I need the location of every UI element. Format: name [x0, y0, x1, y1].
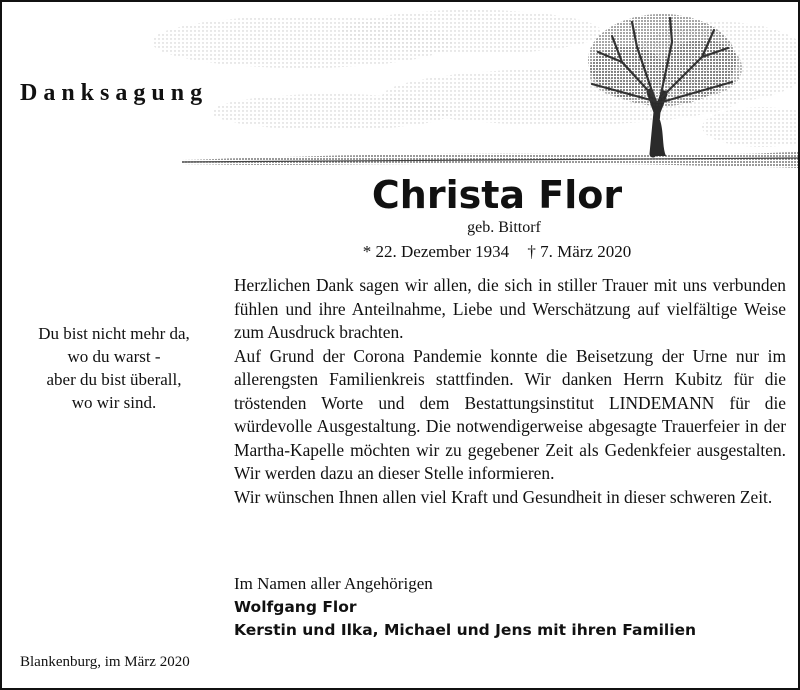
- notice-title: Danksagung: [20, 80, 209, 106]
- ground-horizon: [182, 152, 798, 168]
- body-paragraph: Wir wünschen Ihnen allen viel Kraft und Gesundheit in dieser schweren Zeit.: [234, 486, 773, 507]
- poem-line: wo wir sind.: [71, 393, 157, 412]
- thank-you-text: [234, 274, 786, 509]
- death-date: † 7. März 2020: [527, 242, 632, 261]
- poem-line: aber du bist überall,: [46, 370, 182, 389]
- birth-date: * 22. Dezember 1934: [362, 242, 510, 261]
- signature-block: [234, 572, 786, 643]
- body-paragraph: Auf Grund der Corona Pandemie konnte die Beisetzung der Urne nur im allerengsten Familienkreis stattfinden. Wir danken Herrn Kubitz für die tröstenden Worte und dem Bestattungsinstitut LINDEMANN für die würdevolle Ausgestaltung. Die notwendigerweise abgesagte Trauerfeier in der Martha-Kapelle möchten wir zu gegebener Zeit als Gedenkfeier ausgestalten. Wir werden dazu an dieser Stelle informieren.: [234, 345, 786, 483]
- body-paragraph: Herzlichen Dank sagen wir allen, die sich in stiller Trauer mit uns verbunden fühlen und ihre Anteilnahme, Liebe und Werschätzung auf vielfältige Weise zum Ausdruck brachten.: [234, 275, 786, 342]
- poem: [16, 322, 212, 414]
- signature-intro: Im Namen aller Angehörigen: [234, 574, 433, 593]
- birth-name: geb. Bittorf: [467, 219, 541, 236]
- deceased-name: Christa Flor: [371, 173, 623, 217]
- signature-primary: Wolfgang Flor: [234, 597, 357, 616]
- poem-line: Du bist nicht mehr da,: [38, 324, 190, 343]
- poem-line: wo du warst -: [67, 347, 161, 366]
- deceased-block: [302, 172, 692, 264]
- life-dates: [302, 240, 692, 264]
- signature-family: Kerstin und Ilka, Michael und Jens mit ihren Familien: [234, 621, 697, 639]
- place-date: Blankenburg, im März 2020: [20, 654, 190, 670]
